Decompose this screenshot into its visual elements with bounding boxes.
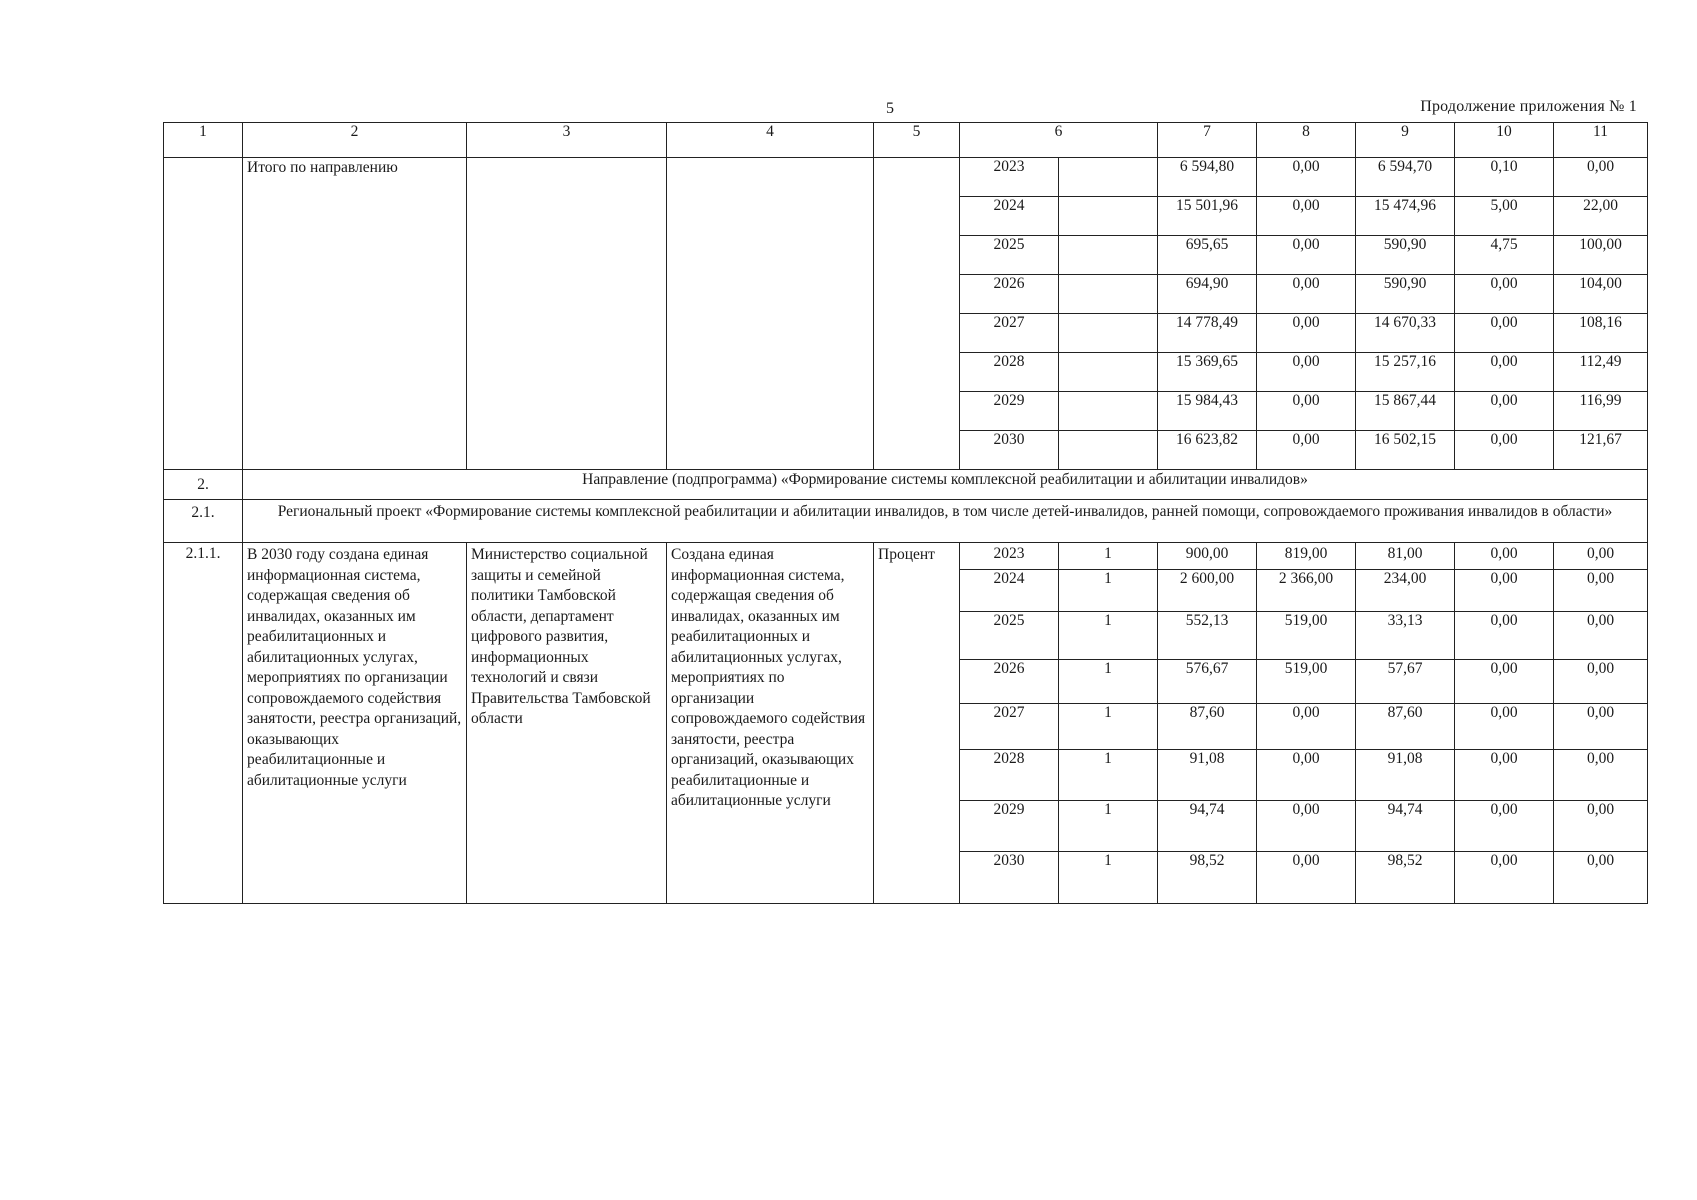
amount-cell: 819,00	[1257, 543, 1356, 570]
value-cell: 1	[1059, 543, 1158, 570]
section-number: 2.1.	[164, 500, 243, 543]
year-cell: 2029	[960, 801, 1059, 852]
year-cell: 2029	[960, 392, 1059, 431]
column-header: 11	[1554, 123, 1648, 158]
amount-cell: 4,75	[1455, 236, 1554, 275]
amount-cell: 81,00	[1356, 543, 1455, 570]
amount-cell: 16 502,15	[1356, 431, 1455, 470]
amount-cell: 0,00	[1455, 570, 1554, 612]
summary-empty-cell	[667, 158, 874, 470]
value-cell: 1	[1059, 750, 1158, 801]
amount-cell: 0,00	[1257, 750, 1356, 801]
amount-cell: 590,90	[1356, 236, 1455, 275]
value-cell: 1	[1059, 570, 1158, 612]
amount-cell: 5,00	[1455, 197, 1554, 236]
year-cell: 2026	[960, 275, 1059, 314]
column-header: 3	[467, 123, 667, 158]
item-result: Создана единая информационная система, содержащая сведения об инвалидах, оказанных им реабилитационных и абилитационных услугах, мероприятиях по организации сопровождаемого содействия занятости, реестра организаций, оказывающих реабилитационные и абилитационные услуги	[667, 543, 874, 904]
value-cell: 1	[1059, 660, 1158, 704]
amount-cell: 0,00	[1257, 353, 1356, 392]
amount-cell: 87,60	[1158, 704, 1257, 750]
table-row	[164, 543, 1648, 570]
amount-cell: 0,00	[1257, 704, 1356, 750]
amount-cell: 576,67	[1158, 660, 1257, 704]
amount-cell: 94,74	[1158, 801, 1257, 852]
item-executor: Министерство социальной защиты и семейной политики Тамбовской области, департамент цифрового развития, информационных технологий и связи Правительства Тамбовской области	[467, 543, 667, 904]
amount-cell: 22,00	[1554, 197, 1648, 236]
summary-number-cell	[164, 158, 243, 470]
value-cell	[1059, 236, 1158, 275]
amount-cell: 91,08	[1158, 750, 1257, 801]
amount-cell: 552,13	[1158, 612, 1257, 660]
amount-cell: 0,00	[1257, 801, 1356, 852]
amount-cell: 0,00	[1257, 392, 1356, 431]
year-cell: 2027	[960, 704, 1059, 750]
amount-cell: 16 623,82	[1158, 431, 1257, 470]
amount-cell: 0,00	[1455, 801, 1554, 852]
amount-cell: 519,00	[1257, 660, 1356, 704]
amount-cell: 100,00	[1554, 236, 1648, 275]
amount-cell: 15 257,16	[1356, 353, 1455, 392]
amount-cell: 108,16	[1554, 314, 1648, 353]
amount-cell: 0,00	[1455, 750, 1554, 801]
section-title: Направление (подпрограмма) «Формирование системы комплексной реабилитации и абилитации инвалидов»	[243, 470, 1648, 500]
continuation-label: Продолжение приложения № 1	[1420, 98, 1637, 115]
amount-cell: 0,00	[1257, 236, 1356, 275]
amount-cell: 0,00	[1554, 750, 1648, 801]
column-header: 2	[243, 123, 467, 158]
amount-cell: 0,00	[1455, 275, 1554, 314]
amount-cell: 0,00	[1554, 543, 1648, 570]
column-header: 7	[1158, 123, 1257, 158]
value-cell	[1059, 314, 1158, 353]
year-cell: 2024	[960, 197, 1059, 236]
amount-cell: 15 501,96	[1158, 197, 1257, 236]
summary-empty-cell	[874, 158, 960, 470]
amount-cell: 57,67	[1356, 660, 1455, 704]
amount-cell: 121,67	[1554, 431, 1648, 470]
table-row	[164, 158, 1648, 197]
value-cell: 1	[1059, 801, 1158, 852]
value-cell: 1	[1059, 612, 1158, 660]
amount-cell: 0,00	[1554, 660, 1648, 704]
value-cell	[1059, 275, 1158, 314]
year-cell: 2025	[960, 236, 1059, 275]
amount-cell: 112,49	[1554, 353, 1648, 392]
section-title: Региональный проект «Формирование системы комплексной реабилитации и абилитации инвалидов, в том числе детей-инвалидов, ранней помощи, сопровождаемого проживания инвалидов в области»	[243, 500, 1648, 543]
amount-cell: 116,99	[1554, 392, 1648, 431]
amount-cell: 0,00	[1455, 431, 1554, 470]
amount-cell: 0,00	[1554, 570, 1648, 612]
year-cell: 2028	[960, 750, 1059, 801]
amount-cell: 695,65	[1158, 236, 1257, 275]
amount-cell: 0,00	[1257, 197, 1356, 236]
amount-cell: 0,00	[1554, 801, 1648, 852]
column-header: 8	[1257, 123, 1356, 158]
amount-cell: 694,90	[1158, 275, 1257, 314]
year-cell: 2025	[960, 612, 1059, 660]
column-header-row	[164, 123, 1648, 158]
amount-cell: 14 670,33	[1356, 314, 1455, 353]
amount-cell: 15 474,96	[1356, 197, 1455, 236]
year-cell: 2027	[960, 314, 1059, 353]
amount-cell: 2 366,00	[1257, 570, 1356, 612]
amount-cell: 0,00	[1455, 543, 1554, 570]
item-unit: Процент	[874, 543, 960, 904]
year-cell: 2030	[960, 852, 1059, 904]
column-header: 9	[1356, 123, 1455, 158]
amount-cell: 91,08	[1356, 750, 1455, 801]
amount-cell: 0,00	[1554, 704, 1648, 750]
item-task: В 2030 году создана единая информационная система, содержащая сведения об инвалидах, оказанных им реабилитационных и абилитационных услугах, мероприятиях по организации сопровождаемого содействия занятости, реестра организаций, оказывающих реабилитационные и абилитационные услуги	[243, 543, 467, 904]
column-header: 10	[1455, 123, 1554, 158]
amount-cell: 6 594,80	[1158, 158, 1257, 197]
year-cell: 2024	[960, 570, 1059, 612]
amount-cell: 590,90	[1356, 275, 1455, 314]
value-cell	[1059, 158, 1158, 197]
column-header: 1	[164, 123, 243, 158]
amount-cell: 0,00	[1257, 852, 1356, 904]
amount-cell: 94,74	[1356, 801, 1455, 852]
value-cell	[1059, 197, 1158, 236]
summary-empty-cell	[467, 158, 667, 470]
column-header: 5	[874, 123, 960, 158]
amount-cell: 0,00	[1554, 612, 1648, 660]
amount-cell: 900,00	[1158, 543, 1257, 570]
amount-cell: 0,00	[1455, 314, 1554, 353]
amount-cell: 0,00	[1257, 275, 1356, 314]
amount-cell: 519,00	[1257, 612, 1356, 660]
amount-cell: 0,00	[1554, 158, 1648, 197]
amount-cell: 0,10	[1455, 158, 1554, 197]
value-cell: 1	[1059, 704, 1158, 750]
year-cell: 2023	[960, 158, 1059, 197]
value-cell	[1059, 431, 1158, 470]
column-header: 6	[960, 123, 1158, 158]
amount-cell: 2 600,00	[1158, 570, 1257, 612]
section-row	[164, 500, 1648, 543]
amount-cell: 0,00	[1455, 353, 1554, 392]
amount-cell: 33,13	[1356, 612, 1455, 660]
section-number: 2.	[164, 470, 243, 500]
amount-cell: 15 867,44	[1356, 392, 1455, 431]
appendix-table	[163, 122, 1648, 904]
amount-cell: 0,00	[1257, 314, 1356, 353]
year-cell: 2023	[960, 543, 1059, 570]
amount-cell: 98,52	[1356, 852, 1455, 904]
amount-cell: 6 594,70	[1356, 158, 1455, 197]
amount-cell: 0,00	[1257, 431, 1356, 470]
column-header: 4	[667, 123, 874, 158]
amount-cell: 87,60	[1356, 704, 1455, 750]
item-number: 2.1.1.	[164, 543, 243, 904]
value-cell	[1059, 392, 1158, 431]
page-number: 5	[886, 100, 894, 117]
summary-label: Итого по направлению	[243, 158, 467, 470]
amount-cell: 15 984,43	[1158, 392, 1257, 431]
amount-cell: 0,00	[1455, 852, 1554, 904]
value-cell	[1059, 353, 1158, 392]
amount-cell: 0,00	[1554, 852, 1648, 904]
year-cell: 2028	[960, 353, 1059, 392]
year-cell: 2026	[960, 660, 1059, 704]
year-cell: 2030	[960, 431, 1059, 470]
section-row	[164, 470, 1648, 500]
amount-cell: 104,00	[1554, 275, 1648, 314]
amount-cell: 98,52	[1158, 852, 1257, 904]
amount-cell: 0,00	[1455, 660, 1554, 704]
amount-cell: 0,00	[1257, 158, 1356, 197]
value-cell: 1	[1059, 852, 1158, 904]
amount-cell: 0,00	[1455, 612, 1554, 660]
amount-cell: 234,00	[1356, 570, 1455, 612]
amount-cell: 15 369,65	[1158, 353, 1257, 392]
amount-cell: 14 778,49	[1158, 314, 1257, 353]
amount-cell: 0,00	[1455, 704, 1554, 750]
amount-cell: 0,00	[1455, 392, 1554, 431]
